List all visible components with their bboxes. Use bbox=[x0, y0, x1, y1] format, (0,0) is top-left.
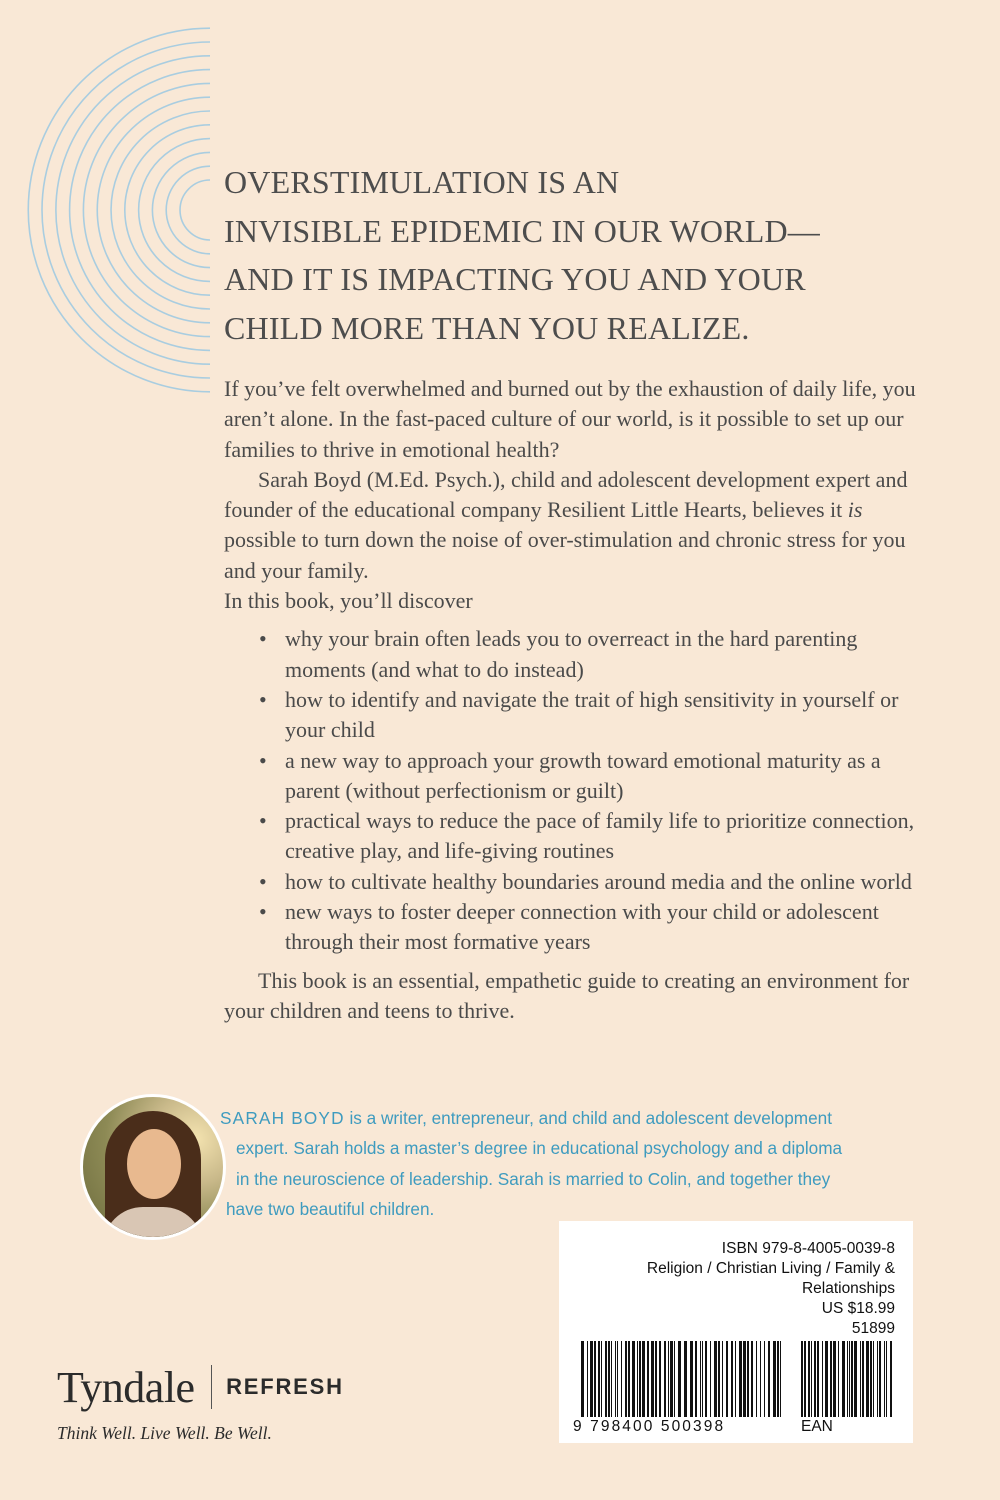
barcode-bar bbox=[702, 1341, 703, 1417]
barcode-bar bbox=[747, 1341, 749, 1417]
barcode-bar bbox=[659, 1341, 661, 1417]
intro-paragraph: If you’ve felt overwhelmed and burned out by the exhaustion of daily life, you aren’t alone. In the fast-paced culture of our world, is it possible to set up our families to thrive in emotional health? bbox=[224, 376, 916, 462]
barcode-bar bbox=[655, 1341, 657, 1417]
barcode-bar bbox=[590, 1341, 593, 1417]
barcode-bar bbox=[628, 1341, 630, 1417]
barcode-bar bbox=[705, 1341, 707, 1417]
decorative-arc bbox=[166, 166, 210, 254]
barcode-bar bbox=[647, 1341, 649, 1417]
author-paragraph-text: Sarah Boyd (M.Ed. Psych.), child and adolescent development expert and founder of the educational company Resilient Little Hearts, believes it bbox=[224, 466, 908, 523]
barcode-bar bbox=[608, 1341, 610, 1417]
decorative-arc bbox=[56, 56, 210, 364]
barcode-bar bbox=[847, 1341, 848, 1417]
barcode-bar bbox=[718, 1341, 720, 1417]
barcode-bar bbox=[714, 1341, 717, 1417]
barcode-bar bbox=[814, 1341, 816, 1417]
barcode-bar bbox=[830, 1341, 832, 1417]
list-item: • why your brain often leads you to overreact in the hard parenting moments (and what to do instead) bbox=[285, 624, 924, 685]
barcode-bar bbox=[632, 1341, 635, 1417]
author-name: SARAH BOYD bbox=[220, 1108, 345, 1128]
decorative-arc bbox=[139, 139, 210, 282]
barcode-bar bbox=[756, 1341, 757, 1417]
headline-line: AND IT IS IMPACTING YOU AND YOUR bbox=[224, 261, 806, 297]
barcode-bar bbox=[877, 1341, 878, 1417]
barcode-bar bbox=[743, 1341, 746, 1417]
barcode-bar bbox=[886, 1341, 887, 1417]
barcode-bar bbox=[866, 1341, 869, 1417]
list-item: • new ways to foster deeper connection with your child or adolescent through their most formative years bbox=[285, 897, 924, 958]
barcode-bar bbox=[594, 1341, 596, 1417]
barcode-bar bbox=[842, 1341, 845, 1417]
publisher-logo bbox=[57, 1358, 344, 1416]
publisher-name: Tyndale bbox=[57, 1362, 195, 1412]
decorative-arc bbox=[125, 125, 210, 295]
list-item: • a new way to approach your growth toward emotional maturity as a parent (without perfectionism or guilt) bbox=[285, 746, 924, 807]
price-label: US $18.99 bbox=[821, 1300, 895, 1317]
barcode-bar bbox=[710, 1341, 711, 1417]
barcode-bar bbox=[879, 1341, 881, 1417]
decorative-arc bbox=[42, 42, 210, 378]
decorative-arc bbox=[180, 180, 210, 240]
barcode-bar bbox=[601, 1341, 602, 1417]
list-item: • how to identify and navigate the trait of high sensitivity in yourself or your child bbox=[285, 685, 924, 746]
barcode-bar bbox=[890, 1341, 892, 1417]
barcode-bar bbox=[651, 1341, 654, 1417]
publisher-imprint: REFRESH bbox=[226, 1374, 344, 1399]
barcode-digits: 9 798400 500398 bbox=[573, 1418, 726, 1435]
closing-paragraph: This book is an essential, empathetic guide to creating an environment for your children and teens to thrive. bbox=[224, 967, 910, 1023]
author-bio-line: expert. Sarah holds a master’s degree in educational psychology and a diploma bbox=[236, 1138, 843, 1159]
decorative-arc bbox=[83, 83, 210, 336]
isbn-label: ISBN 979-8-4005-0039-8 bbox=[721, 1240, 895, 1257]
barcode-main-image bbox=[581, 1341, 783, 1417]
emphasis-text: is bbox=[847, 497, 863, 523]
logo-divider bbox=[211, 1365, 213, 1409]
list-item: • how to cultivate healthy boundaries around media and the online world bbox=[285, 867, 924, 897]
barcode-bar bbox=[764, 1341, 765, 1417]
barcode-bar bbox=[873, 1341, 874, 1417]
author-photo bbox=[80, 1094, 226, 1240]
barcode-bar bbox=[838, 1341, 839, 1417]
barcode-bar bbox=[862, 1341, 864, 1417]
barcode-bar bbox=[621, 1341, 622, 1417]
price-code: 51899 bbox=[851, 1320, 895, 1337]
barcode-bar bbox=[811, 1341, 812, 1417]
barcode-bar bbox=[804, 1341, 806, 1417]
barcode-bar bbox=[825, 1341, 828, 1417]
barcode-bar bbox=[808, 1341, 810, 1417]
decorative-arc bbox=[152, 152, 210, 267]
barcode-bar bbox=[739, 1341, 742, 1417]
author-photo-face bbox=[127, 1129, 181, 1199]
barcode-bar bbox=[777, 1341, 779, 1417]
barcode-bar bbox=[731, 1341, 733, 1417]
discover-lead: In this book, you’ll discover bbox=[224, 588, 473, 614]
barcode-bar bbox=[625, 1341, 627, 1417]
author-bio-text: is a writer, entrepreneur, and child and adolescent development bbox=[344, 1108, 832, 1128]
barcode-bar bbox=[726, 1341, 728, 1417]
barcode-bar bbox=[674, 1341, 675, 1417]
ean-label: EAN bbox=[801, 1418, 833, 1435]
barcode-bar bbox=[695, 1341, 697, 1417]
barcode-bar bbox=[854, 1341, 857, 1417]
barcode-bar bbox=[587, 1341, 588, 1417]
headline-line: INVISIBLE EPIDEMIC IN OUR WORLD— bbox=[224, 212, 820, 249]
barcode-bar bbox=[751, 1341, 753, 1417]
headline-line: CHILD MORE THAN YOU REALIZE. bbox=[224, 309, 750, 346]
author-paragraph-text: possible to turn down the noise of over-stimulation and chronic stress for you and your family. bbox=[224, 527, 906, 583]
barcode-bar bbox=[678, 1341, 681, 1417]
barcode-bar bbox=[615, 1341, 616, 1417]
author-bio-line: in the neuroscience of leadership. Sarah is married to Colin, and together they bbox=[236, 1168, 831, 1189]
barcode-addon-image bbox=[801, 1341, 893, 1417]
barcode-bar bbox=[637, 1341, 638, 1417]
barcode-bar bbox=[581, 1341, 584, 1417]
barcode-bar bbox=[642, 1341, 645, 1417]
headline bbox=[224, 158, 924, 352]
barcode-bar bbox=[817, 1341, 819, 1417]
list-item: • practical ways to reduce the pace of family life to prioritize connection, creative play, and life-giving routines bbox=[285, 806, 924, 867]
barcode-bar bbox=[617, 1341, 618, 1417]
publisher-tagline: Think Well. Live Well. Be Well. bbox=[57, 1423, 272, 1443]
barcode-bar bbox=[690, 1341, 693, 1417]
barcode-box bbox=[559, 1221, 913, 1443]
barcode-bar bbox=[598, 1341, 600, 1417]
headline-line: OVERSTIMULATION IS AN bbox=[224, 164, 620, 200]
barcode-bar bbox=[668, 1341, 669, 1417]
barcode-bar bbox=[849, 1341, 850, 1417]
author-paragraph bbox=[224, 465, 924, 586]
barcode-bar bbox=[760, 1341, 761, 1417]
barcode-bar bbox=[822, 1341, 823, 1417]
decorative-concentric-arcs bbox=[0, 0, 240, 420]
author-bio-line bbox=[220, 1103, 916, 1133]
barcode-bar bbox=[684, 1341, 687, 1417]
author-bio-line: have two beautiful children. bbox=[226, 1198, 435, 1219]
barcode-bar bbox=[884, 1341, 885, 1417]
barcode-bar bbox=[860, 1341, 861, 1417]
barcode-bar bbox=[639, 1341, 641, 1417]
barcode-bar bbox=[801, 1341, 803, 1417]
barcode-bar bbox=[773, 1341, 776, 1417]
book-description bbox=[224, 374, 924, 1026]
barcode-bar bbox=[605, 1341, 607, 1417]
barcode-bar bbox=[700, 1341, 701, 1417]
barcode-bar bbox=[664, 1341, 666, 1417]
barcode-bar bbox=[722, 1341, 723, 1417]
barcode-bar bbox=[851, 1341, 853, 1417]
barcode-bar bbox=[833, 1341, 836, 1417]
author-bio bbox=[220, 1103, 916, 1224]
benefits-list bbox=[224, 624, 924, 957]
category-label: Religion / Christian Living / Family & Relationships bbox=[646, 1260, 895, 1297]
decorative-arc bbox=[97, 97, 210, 323]
barcode-bar bbox=[870, 1341, 872, 1417]
barcode-bar bbox=[735, 1341, 736, 1417]
barcode-bar bbox=[611, 1341, 612, 1417]
barcode-bar bbox=[670, 1341, 673, 1417]
barcode-bar bbox=[768, 1341, 770, 1417]
barcode-bar bbox=[780, 1341, 781, 1417]
